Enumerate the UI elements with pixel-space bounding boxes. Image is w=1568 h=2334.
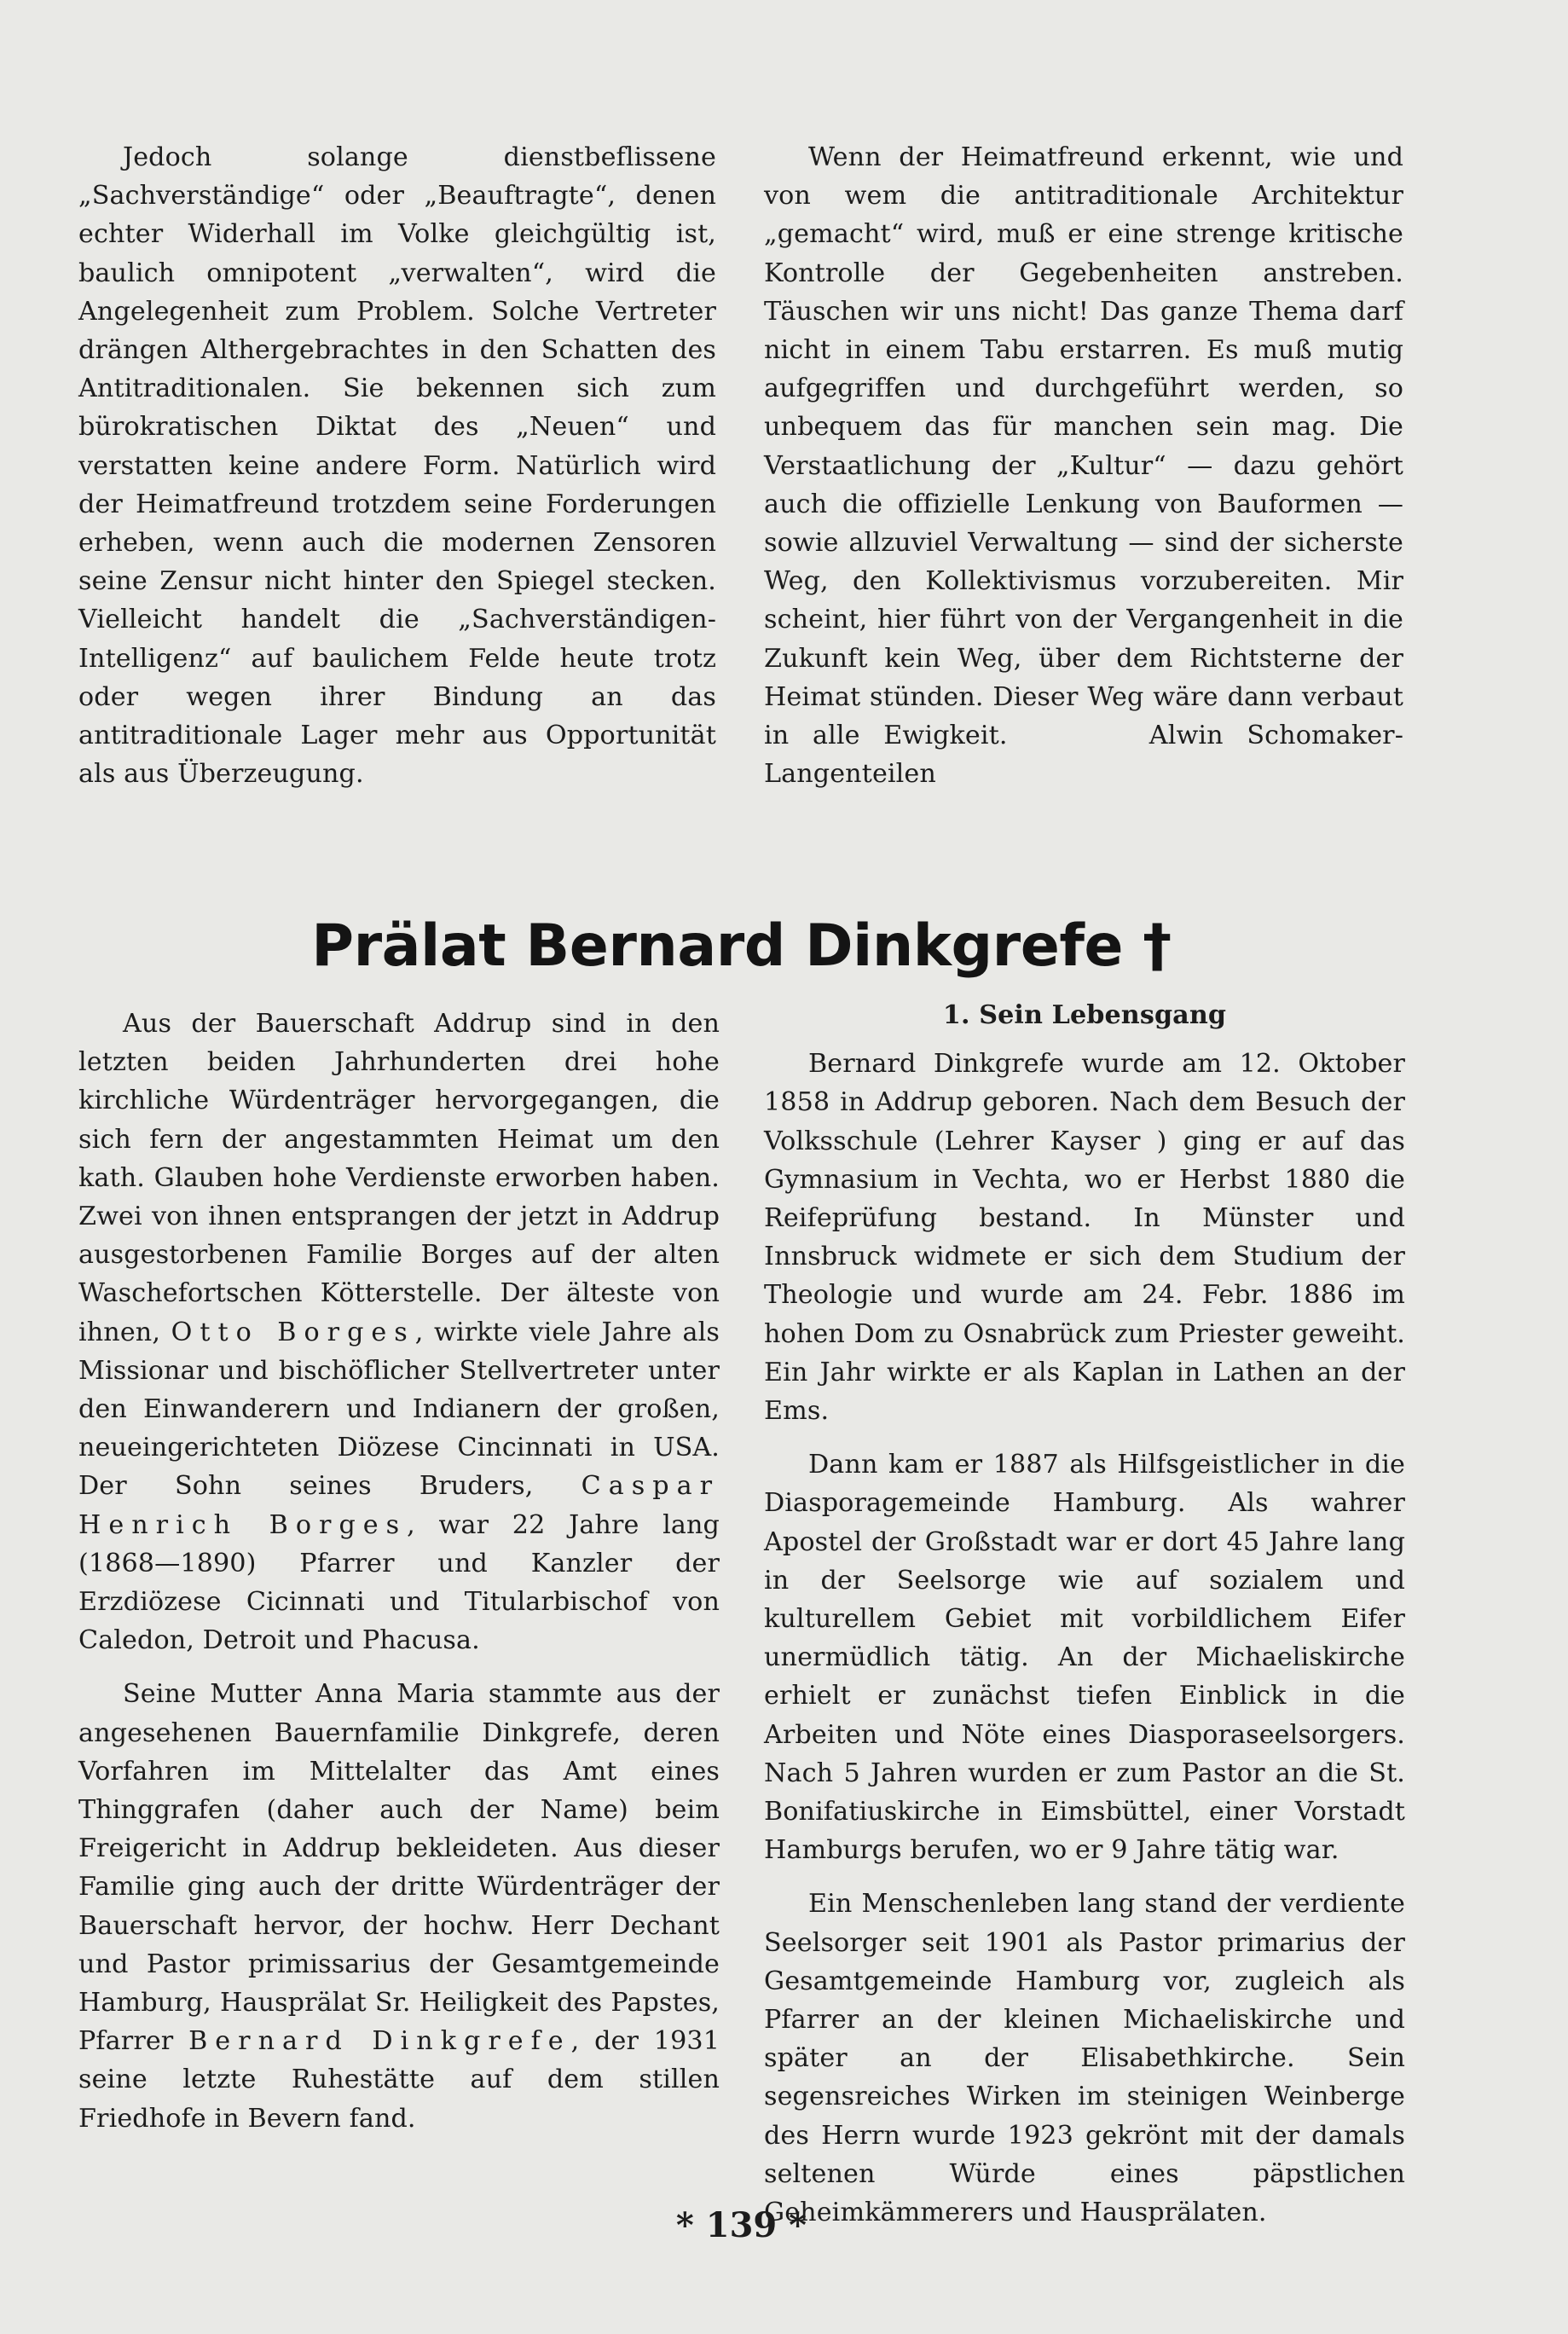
paragraph-text: Aus der Bauerschaft Addrup sind in den letzten beiden Jahrhunderten drei hohe kirchliche Würdenträger hervorgegangen, die sich fern der angestammten Heimat um den kath. Glauben hohe Verdienste erworben haben. Zwei von ihnen entsprangen der jetzt in Addrup ausgestorbenen Familie Borges auf der alten Waschefortschen Kötterstelle. Der älteste von ihnen, bbox=[78, 1009, 720, 1347]
previous-article-right-column bbox=[764, 138, 1403, 793]
section-heading: 1. Sein Lebensgang bbox=[942, 1000, 1227, 1030]
paragraph-text: , wirkte viele Jahre als Missionar und bischöflicher Stellvertreter unter den Einwanderern und Indianern der großen, neueingerichteten Diözese Cincinnati in USA. Der Sohn seines Bruders, bbox=[78, 1317, 720, 1502]
article-paragraph bbox=[78, 1005, 720, 1659]
article-paragraph: Ein Menschenleben lang stand der verdiente Seelsorger seit 1901 als Pastor primarius der Gesamtgemeinde Hamburg vor, zugleich als Pfarrer an der kleinen Michaeliskirche und später an der Elisabethkirche. Sein segensreiches Wirken im steinigen Weinberge des Herrn wurde 1923 gekrönt mit der damals seltenen Würde eines päpstlichen Geheimkämmerers und Hausprälaten. bbox=[764, 1889, 1405, 2228]
paragraph-text: Seine Mutter Anna Maria stammte aus der angesehenen Bauernfamilie Dinkgrefe, deren Vorfahren im Mittelalter das Amt eines Thinggrafen (daher auch der Name) beim Freigericht in Addrup bekleideten. Aus dieser Familie ging auch der dritte Würdenträger der Bauerschaft hervor, der hochw. Herr Dechant und Pastor primissarius der Gesamtgemeinde Hamburg, Hausprälat Sr. Heiligkeit des Papstes, Pfarrer bbox=[78, 1679, 720, 2057]
paragraph-text: Wenn der Heimatfreund erkennt, wie und von wem die antitraditionale Architektur „gemacht“ wird, muß er eine strenge kritische Kontrolle der Gegebenheiten anstreben. Täuschen wir uns nicht! Das ganze Thema darf nicht in einem Tabu erstarren. Es muß mutig aufgegriffen und durchgeführt werden, so unbequem das für manchen sein mag. Die Verstaatlichung der „Kultur“ — dazu gehört auch die offizielle Lenkung von Bauformen — sowie allzuviel Verwaltung — sind der sicherste Weg, den Kollektivismus vorzubereiten. Mir scheint, hier führt von der Vergangenheit in die Zukunft kein Weg, über dem Richtsterne der Heimat stünden. Dieser Weg wäre dann verbaut in alle Ewigkeit. bbox=[764, 142, 1403, 751]
article-right-column bbox=[764, 996, 1405, 2232]
article-title: Prälat Bernard Dinkgrefe † bbox=[311, 912, 1172, 980]
previous-article-paragraph bbox=[764, 138, 1403, 793]
previous-article-left-column bbox=[78, 138, 716, 793]
spaced-name: Caspar Henrich Borges bbox=[78, 1471, 720, 1540]
article-paragraph bbox=[78, 1675, 720, 2137]
spaced-name: Bernard Dinkgrefe bbox=[188, 2026, 571, 2057]
previous-article-paragraph: Jedoch solange dienstbeflissene „Sachverständige“ oder „Beauftragte“, denen echter Widerhall im Volke gleichgültig ist, baulich omnipotent „verwalten“, wird die Angelegenheit zum Problem. Solche Vertreter drängen Althergebrachtes in den Schatten des Antitraditionalen. Sie bekennen sich zum bürokratischen Diktat des „Neuen“ und verstatten keine andere Form. Natürlich wird der Heimatfreund trotzdem seine Forderungen erheben, wenn auch die modernen Zensoren seine Zensur nicht hinter den Spiegel stecken. Vielleicht handelt die „Sachverständigen-Intelligenz“ auf baulichem Felde heute trotz oder wegen ihrer Bindung an das antitraditionale Lager mehr aus Opportunität als aus Überzeugung. bbox=[78, 142, 716, 790]
page-number: * 139 * bbox=[675, 2205, 807, 2245]
paragraph-text: , war 22 Jahre lang (1868—1890) Pfarrer und Kanzler der Erzdiözese Cicinnati und Titularbischof von Caledon, Detroit und Phacusa. bbox=[78, 1509, 720, 1656]
article-paragraph: Dann kam er 1887 als Hilfsgeistlicher in die Diasporagemeinde Hamburg. Als wahrer Apostel der Großstadt war er dort 45 Jahre lang in der Seelsorge wie auf sozialem und kulturellem Gebiet mit vorbildlichem Eifer unermüdlich tätig. An der Michaeliskirche erhielt er zunächst tiefen Einblick in die Arbeiten und Nöte eines Diasporaseelsorgers. Nach 5 Jahren wurden er zum Pastor an die St. Bonifatiuskirche in Eimsbüttel, einer Vorstadt Hamburgs berufen, wo er 9 Jahre tätig war. bbox=[764, 1450, 1405, 1866]
author-signature: Alwin Schomaker-Langenteilen bbox=[764, 721, 1404, 790]
article-paragraph: Bernard Dinkgrefe wurde am 12. Oktober 1858 in Addrup geboren. Nach dem Besuch der Volksschule (Lehrer Kayser ) ging er auf das Gymnasium in Vechta, wo er Herbst 1880 die Reifeprüfung bestand. In Münster und Innsbruck widmete er sich dem Studium der Theologie und wurde am 24. Febr. 1886 im hohen Dom zu Osnabrück zum Priester geweiht. Ein Jahr wirkte er als Kaplan in Lathen an der Ems. bbox=[764, 1049, 1405, 1427]
spaced-name: Otto Borges bbox=[171, 1317, 415, 1347]
article-left-column bbox=[78, 1005, 720, 2138]
paragraph-text: , der 1931 seine letzte Ruhestätte auf dem stillen Friedhofe in Bevern fand. bbox=[78, 2026, 720, 2134]
